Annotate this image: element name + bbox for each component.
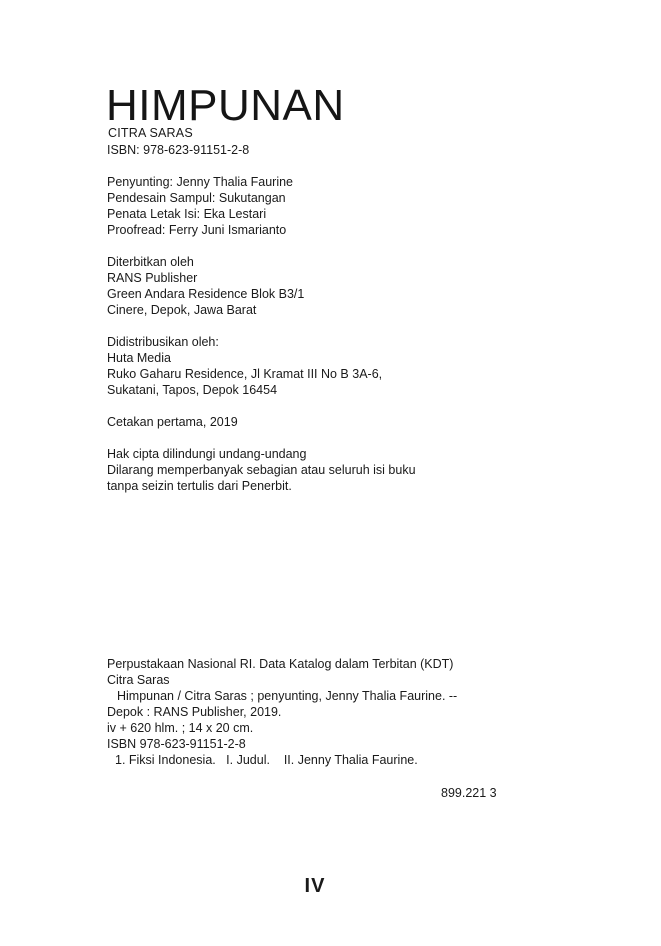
copyright-notice <box>107 446 416 494</box>
credit-proofread: Proofread: Ferry Juni Ismarianto <box>107 223 287 237</box>
book-title: HIMPUNAN <box>106 81 345 130</box>
catalog-author: Citra Saras <box>107 673 170 687</box>
catalog-heading: Perpustakaan Nasional RI. Data Katalog dalam Terbitan (KDT) <box>107 657 454 671</box>
publisher-address-1: Green Andara Residence Blok B3/1 <box>107 287 305 301</box>
catalog-entry-line-2: Depok : RANS Publisher, 2019. <box>107 705 282 719</box>
catalog-subjects: 1. Fiksi Indonesia. I. Judul. II. Jenny Thalia Faurine. <box>115 753 418 767</box>
edition-block <box>107 414 238 430</box>
copyright-line-1: Hak cipta dilindungi undang-undang <box>107 447 307 461</box>
catalog-entry-line-1: Himpunan / Citra Saras ; penyunting, Jenny Thalia Faurine. -- <box>117 689 458 703</box>
publisher-address-2: Cinere, Depok, Jawa Barat <box>107 303 257 317</box>
copyright-line-2: Dilarang memperbanyak sebagian atau seluruh isi buku <box>107 463 416 477</box>
catalog-class-number: 899.221 3 <box>441 786 497 800</box>
credit-layout: Penata Letak Isi: Eka Lestari <box>107 207 267 221</box>
publisher-block <box>107 254 304 318</box>
book-isbn: ISBN: 978-623-91151-2-8 <box>107 143 250 157</box>
catalog-block <box>107 656 457 768</box>
credits-block <box>107 174 293 238</box>
distributor-heading: Didistribusikan oleh: <box>107 335 219 349</box>
publisher-heading: Diterbitkan oleh <box>107 255 194 269</box>
copyright-line-3: tanpa seizin tertulis dari Penerbit. <box>107 479 292 493</box>
distributor-block <box>107 334 382 398</box>
credit-cover-designer: Pendesain Sampul: Sukutangan <box>107 191 286 205</box>
credit-editor: Penyunting: Jenny Thalia Faurine <box>107 175 293 189</box>
distributor-name: Huta Media <box>107 351 171 365</box>
distributor-address-2: Sukatani, Tapos, Depok 16454 <box>107 383 278 397</box>
page-number: IV <box>304 875 326 897</box>
catalog-isbn: ISBN 978-623-91151-2-8 <box>107 737 246 751</box>
publisher-name: RANS Publisher <box>107 271 198 285</box>
catalog-entry-line-3: iv + 620 hlm. ; 14 x 20 cm. <box>107 721 254 735</box>
book-author: CITRA SARAS <box>108 126 193 140</box>
distributor-address-1: Ruko Gaharu Residence, Jl Kramat III No B 3A-6, <box>107 367 383 381</box>
edition-text: Cetakan pertama, 2019 <box>107 415 238 429</box>
